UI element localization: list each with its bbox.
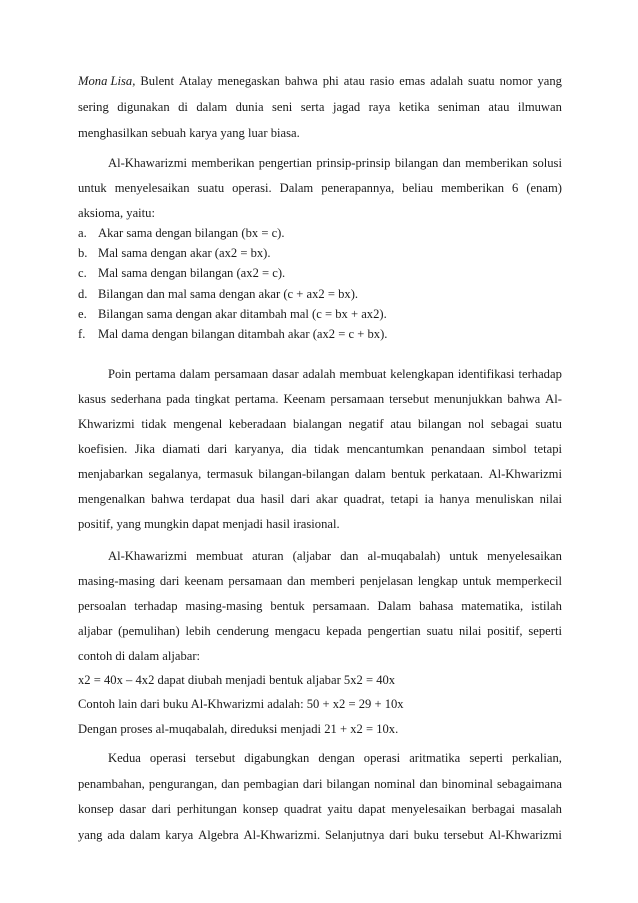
word: beliau <box>402 181 434 195</box>
word: suatu <box>468 74 495 88</box>
word: menyelesaikan <box>487 549 562 563</box>
word: tingkat <box>194 392 230 406</box>
word: digunakan <box>117 100 170 114</box>
word: dari <box>290 492 310 506</box>
word: persamaan <box>330 392 385 406</box>
word: kelengkapan <box>390 367 454 381</box>
word: ketika <box>398 100 430 114</box>
word: ilmuwan <box>517 100 562 114</box>
word: pada <box>166 392 190 406</box>
word: dan <box>419 777 438 791</box>
word: membuat <box>196 549 243 563</box>
word: seniman <box>438 100 480 114</box>
word: mengenalkan <box>78 492 146 506</box>
word: adalah <box>302 367 336 381</box>
word: rasio <box>369 74 395 88</box>
word: segalanya, <box>148 467 202 481</box>
word: pengertian <box>367 624 421 638</box>
word: Al-Khawarizmi <box>108 549 188 563</box>
word: tidak <box>314 442 340 456</box>
word: karya <box>165 828 194 842</box>
word: solusi <box>532 156 562 170</box>
word: pengurangan, <box>148 777 218 791</box>
list-item <box>78 286 358 302</box>
word: Al-Khawarizmi <box>108 156 188 170</box>
word: (enam) <box>526 181 562 195</box>
word: bilangan <box>418 417 462 431</box>
word: yaitu <box>327 802 353 816</box>
word: lengkap <box>417 574 458 588</box>
list-marker: f. <box>78 327 86 341</box>
word: diamati <box>162 442 201 456</box>
word: bentuk <box>391 467 426 481</box>
word: sering <box>78 100 109 114</box>
word: identifikasi <box>457 367 515 381</box>
word: menyelesaikan <box>114 181 190 195</box>
word: dan <box>221 777 240 791</box>
word: kepada <box>326 624 362 638</box>
word: memperkecil <box>496 574 562 588</box>
paragraph-1-line-1 <box>78 73 562 89</box>
word: dengan <box>318 751 355 765</box>
word: memberi <box>310 574 355 588</box>
word: aritmatika <box>409 751 461 765</box>
word: negatif <box>348 417 384 431</box>
word: tersebut <box>443 828 484 842</box>
paragraph-4-line-4 <box>78 623 562 639</box>
word: memberikan <box>465 156 529 170</box>
word: dari <box>159 574 180 588</box>
word: istilah <box>531 599 562 613</box>
word: positif, <box>487 624 523 638</box>
word: keberadaan <box>228 417 287 431</box>
word: bilangan <box>326 777 370 791</box>
paragraph-4-line-6: x2 = 40x – 4x2 dapat diubah menjadi bentuk aljabar 5x2 = 40x <box>78 673 396 687</box>
word: tidak <box>141 417 167 431</box>
word: koefisien. <box>78 442 128 456</box>
word: operasi <box>363 751 401 765</box>
word: quadrat <box>283 802 322 816</box>
paragraph-3-line-1 <box>108 366 562 382</box>
paragraph-3-line-7: positif, yang mungkin dapat menjadi hasil irasional. <box>78 517 340 531</box>
word: di <box>178 100 188 114</box>
word: Selanjutnya <box>324 828 385 842</box>
word: tetapi <box>390 492 419 506</box>
paragraph-3-line-3 <box>78 416 562 432</box>
word: suatu <box>535 417 562 431</box>
word: penambahan, <box>78 777 145 791</box>
word: masing-masing <box>185 599 263 613</box>
word: nominal <box>374 777 416 791</box>
word: hanya <box>439 492 470 506</box>
list-marker: e. <box>78 307 87 321</box>
word: dapat <box>358 802 386 816</box>
word: karyanya, <box>234 442 284 456</box>
word: dari <box>207 442 228 456</box>
word: pembagian <box>243 777 299 791</box>
paragraph-2-line-3: aksioma, yaitu: <box>78 206 155 220</box>
list-item <box>78 326 387 342</box>
word: keenam <box>184 574 224 588</box>
list-item <box>78 225 285 241</box>
word: Dalam <box>377 599 412 613</box>
italic-title: Mona Lisa, <box>78 74 136 88</box>
word: ada <box>107 828 125 842</box>
paragraph-4-line-8: Dengan proses al-muqabalah, direduksi menjadi 21 + x2 = 10x. <box>78 722 399 736</box>
word: pertama. <box>234 392 279 406</box>
list-marker: c. <box>78 266 87 280</box>
paragraph-5-line-1 <box>108 750 562 766</box>
word: quadrat, <box>343 492 385 506</box>
word: Kedua <box>108 751 141 765</box>
word: dia <box>291 442 307 456</box>
word: nilai <box>539 492 562 506</box>
word: sederhana <box>110 392 162 406</box>
word: lebih <box>185 624 211 638</box>
word: dan <box>340 549 359 563</box>
word: kasus <box>78 392 106 406</box>
paragraph-1-line-2 <box>78 99 562 115</box>
word: ia <box>424 492 434 506</box>
word: membuat <box>339 367 387 381</box>
list-text: Mal dama dengan bilangan ditambah akar (ax2 = c + bx). <box>98 327 388 341</box>
word: binominal <box>441 777 493 791</box>
word: digabungkan <box>244 751 310 765</box>
paragraph-4-line-5: contoh di dalam aljabar: <box>78 649 201 663</box>
word: Al-Khwarizmi. <box>243 828 321 842</box>
word: nilai <box>458 624 482 638</box>
list-item <box>78 245 271 261</box>
word: dari <box>151 802 172 816</box>
word: menjabarkan <box>78 467 144 481</box>
word: berbagai <box>471 802 516 816</box>
word: buku <box>413 828 439 842</box>
word: serta <box>300 100 325 114</box>
word: atau <box>488 100 510 114</box>
word: emas <box>399 74 426 88</box>
word: seperti <box>469 751 503 765</box>
word: perkataan. <box>430 467 484 481</box>
word: nomor <box>499 74 533 88</box>
paragraph-4-line-2 <box>78 573 562 589</box>
paragraph-3-line-6 <box>78 491 562 507</box>
word: (aljabar <box>292 549 332 563</box>
paragraph-1-line-3: menghasilkan sebuah karya yang luar biasa. <box>78 126 300 140</box>
word: dan <box>287 574 306 588</box>
word: seni <box>272 100 293 114</box>
word: bentuk <box>270 599 305 613</box>
list-marker: b. <box>78 246 88 260</box>
list-marker: d. <box>78 287 88 301</box>
word: tersebut <box>195 751 236 765</box>
list-item <box>78 265 285 281</box>
paragraph-3-line-4 <box>78 441 562 457</box>
word: masalah <box>520 802 562 816</box>
word: menunjukkan <box>433 392 503 406</box>
paragraph-4-line-1 <box>108 548 562 564</box>
paragraph-5-line-2 <box>78 776 562 792</box>
word: mengacu <box>274 624 321 638</box>
word: untuk <box>462 574 492 588</box>
word: aljabar <box>78 624 113 638</box>
word: penandaan <box>431 442 485 456</box>
word: menegaskan <box>217 74 280 88</box>
word: dari <box>389 828 409 842</box>
word: menuliskan <box>475 492 534 506</box>
word: al-muqabalah) <box>367 549 441 563</box>
word: bialangan <box>292 417 342 431</box>
word: konsep <box>78 802 114 816</box>
word: Atalay <box>178 74 213 88</box>
word: bahwa <box>507 392 541 406</box>
word: Khwarizmi <box>78 417 135 431</box>
word: Al-Khwarizmi <box>488 828 562 842</box>
word: operasi <box>149 751 187 765</box>
word: terhadap <box>134 599 178 613</box>
word: Keenam <box>283 392 326 406</box>
word: Bulent <box>140 74 174 88</box>
word: dan <box>442 156 461 170</box>
word: masing-masing <box>78 574 155 588</box>
word: Jika <box>134 442 156 456</box>
word: konsep <box>242 802 279 816</box>
list-text: Mal sama dengan akar (ax2 = bx). <box>98 246 271 260</box>
word: dalam <box>179 367 211 381</box>
word: pengertian <box>258 156 312 170</box>
paragraph-3-line-5 <box>78 466 562 482</box>
word: dalam <box>354 467 386 481</box>
word: bahasa <box>419 599 454 613</box>
word: Algebra <box>198 828 239 842</box>
word: memberikan <box>441 181 505 195</box>
word: bahwa <box>151 492 184 506</box>
word: mengenal <box>173 417 223 431</box>
word: Al-Khwarizmi <box>488 467 562 481</box>
word: menyelesaikan <box>391 802 467 816</box>
word: nol <box>468 417 485 431</box>
word: suatu <box>426 624 454 638</box>
word: prinsip-prinsip <box>316 156 391 170</box>
paragraph-5-line-4 <box>78 827 562 843</box>
word: persamaan <box>228 574 283 588</box>
word: tetapi <box>534 442 562 456</box>
word: cenderung <box>216 624 269 638</box>
paragraph-2-line-2 <box>78 180 562 196</box>
word: operasi. <box>232 181 272 195</box>
word: bahwa <box>284 74 318 88</box>
word: atau <box>343 74 365 88</box>
list-item <box>78 306 387 322</box>
word: phi <box>322 74 339 88</box>
word: tersebut <box>389 392 429 406</box>
word: sebagaimana <box>496 777 562 791</box>
word: matematika, <box>461 599 524 613</box>
word: Poin <box>108 367 132 381</box>
word: atau <box>390 417 412 431</box>
paragraph-2-line-1 <box>108 155 562 171</box>
word: 6 <box>512 181 519 195</box>
word: Al- <box>545 392 562 406</box>
word: Dalam <box>279 181 314 195</box>
word: sebagai <box>490 417 529 431</box>
word: persoalan <box>78 599 127 613</box>
word: (pemulihan) <box>118 624 180 638</box>
word: perkalian, <box>511 751 562 765</box>
word: persamaan. <box>312 599 370 613</box>
word: persamaan <box>214 367 269 381</box>
word: perhitungan <box>176 802 237 816</box>
word: termasuk <box>206 467 253 481</box>
word: adalah <box>430 74 464 88</box>
word: dalam <box>196 100 228 114</box>
word: dunia <box>235 100 264 114</box>
word: yang <box>537 74 562 88</box>
word: aturan <box>252 549 284 563</box>
word: mencantumkan <box>346 442 424 456</box>
word: terdapat <box>189 492 231 506</box>
list-text: Bilangan sama dengan akar ditambah mal (c = bx + ax2). <box>98 307 387 321</box>
word: bilangan <box>394 156 439 170</box>
word: dari <box>302 777 323 791</box>
word: dasar <box>119 802 146 816</box>
word: raya <box>368 100 391 114</box>
paragraph-4-line-7: Contoh lain dari buku Al-Khwarizmi adalah: 50 + x2 = 29 + 10x <box>78 697 404 711</box>
word: seperti <box>528 624 562 638</box>
word: penjelasan <box>359 574 414 588</box>
word: hasil <box>260 492 285 506</box>
word: jagad <box>332 100 361 114</box>
list-marker: a. <box>78 226 87 240</box>
word: memberikan <box>191 156 255 170</box>
word: untuk <box>78 181 107 195</box>
word: dua <box>236 492 255 506</box>
word: yang <box>78 828 103 842</box>
word: dasar <box>272 367 299 381</box>
list-text: Mal sama dengan bilangan (ax2 = c). <box>98 266 286 280</box>
list-text: Akar sama dengan bilangan (bx = c). <box>98 226 285 240</box>
word: bilangan-bilangan <box>258 467 350 481</box>
paragraph-5-line-3 <box>78 801 562 817</box>
word: dalam <box>129 828 161 842</box>
paragraph-3-line-2 <box>78 391 562 407</box>
word: terhadap <box>518 367 562 381</box>
word: simbol <box>492 442 527 456</box>
word: untuk <box>449 549 478 563</box>
paragraph-4-line-3 <box>78 598 562 614</box>
word: penerapannya, <box>321 181 395 195</box>
word: suatu <box>197 181 225 195</box>
word: pertama <box>135 367 176 381</box>
word: akar <box>315 492 338 506</box>
list-text: Bilangan dan mal sama dengan akar (c + ax2 = bx). <box>98 287 359 301</box>
